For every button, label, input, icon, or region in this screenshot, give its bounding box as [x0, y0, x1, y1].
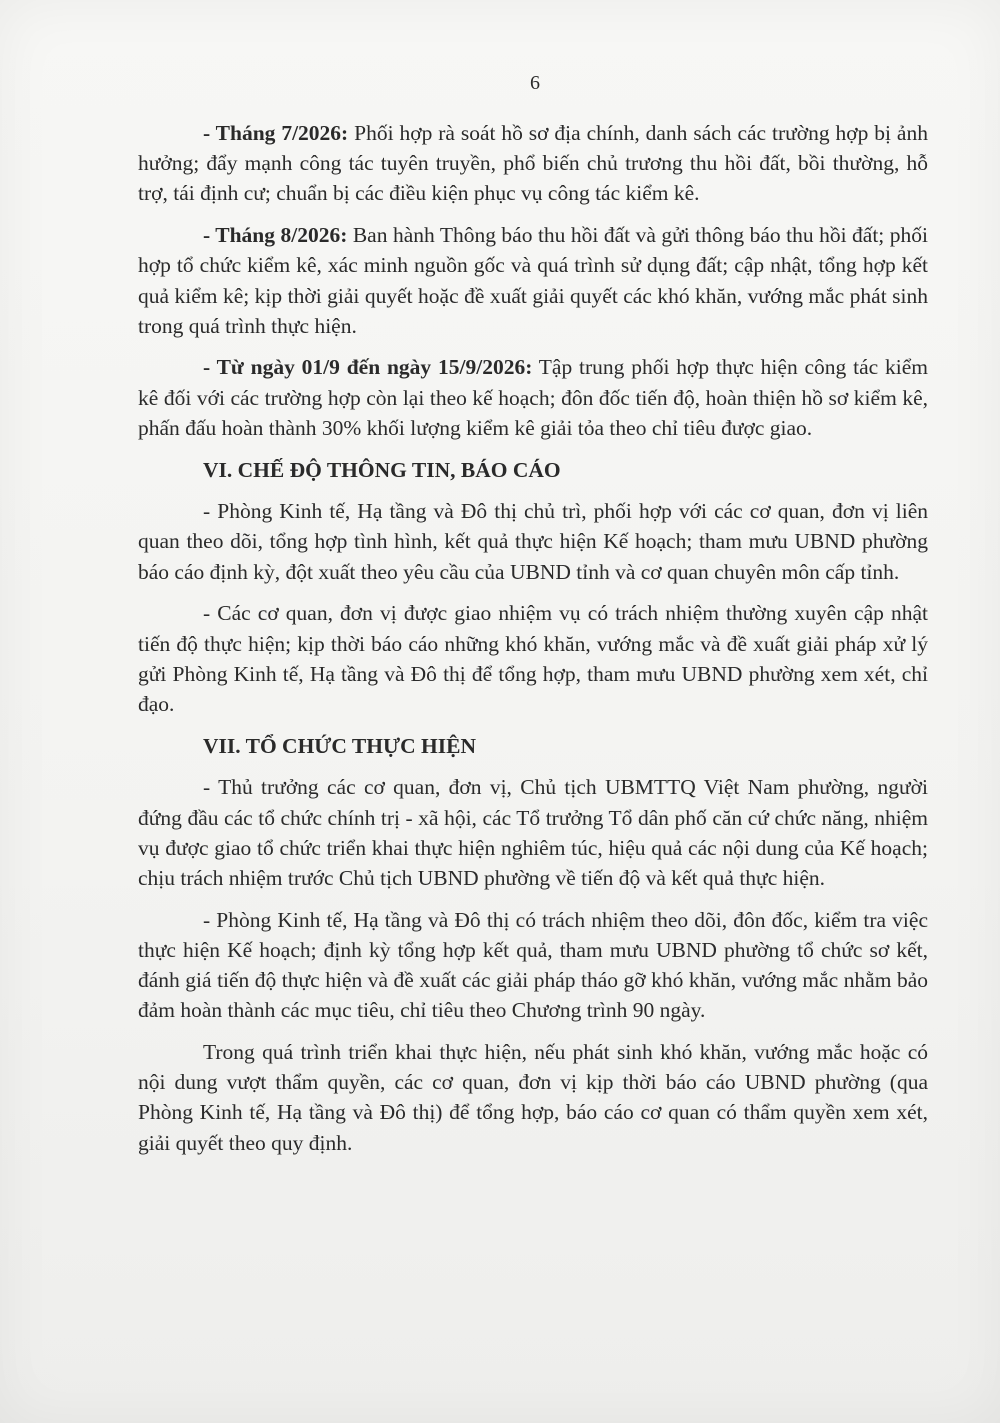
schedule-item-september: [138, 352, 928, 443]
schedule-item-label: - Tháng 7/2026:: [203, 121, 349, 145]
schedule-item-label: - Từ ngày 01/9 đến ngày 15/9/2026:: [203, 355, 533, 380]
reporting-paragraph-2: - Các cơ quan, đơn vị được giao nhiệm vụ có trách nhiệm thường xuyên cập nhật tiến độ thực hiện; kịp thời báo cáo những khó khăn, vướng mắc và đề xuất giải pháp xử lý gửi Phòng Kinh tế, Hạ tầng và Đô thị để tổng hợp, tham mưu UBND phường xem xét, chỉ đạo.: [138, 601, 928, 716]
schedule-item-text: Ban hành Thông báo thu hồi đất và gửi thông báo thu hồi đất; phối hợp tổ chức kiểm kê, xác minh nguồn gốc và quá trình sử dụng đất; cập nhật, tổng hợp kết quả kiểm kê; kịp thời giải quyết hoặc đề xuất giải quyết các khó khăn, vướng mắc phát sinh trong quá trình thực hiện.: [138, 223, 928, 338]
reporting-paragraph-1: - Phòng Kinh tế, Hạ tầng và Đô thị chủ trì, phối hợp với các cơ quan, đơn vị liên quan theo dõi, tổng hợp tình hình, kết quả thực hiện Kế hoạch; tham mưu UBND phường báo cáo định kỳ, đột xuất theo yêu cầu của UBND tỉnh và cơ quan chuyên môn cấp tỉnh.: [138, 499, 928, 584]
schedule-item-text: Tập trung phối hợp thực hiện công tác kiểm kê đối với các trường hợp còn lại theo kế hoạch; đôn đốc tiến độ, hoàn thiện hồ sơ kiểm kê, phấn đấu hoàn thành 30% khối lượng kiểm kê giải tỏa theo chỉ tiêu được giao.: [138, 355, 928, 440]
implementation-paragraph-1: - Thủ trưởng các cơ quan, đơn vị, Chủ tịch UBMTTQ Việt Nam phường, người đứng đầu các tổ chức chính trị - xã hội, các Tổ trưởng Tổ dân phố căn cứ chức năng, nhiệm vụ được giao tổ chức triển khai thực hiện nghiêm túc, hiệu quả các nội dung của Kế hoạch; chịu trách nhiệm trước Chủ tịch UBND phường về tiến độ và kết quả thực hiện.: [138, 775, 928, 890]
schedule-item-july: [138, 118, 928, 209]
document-body: [138, 118, 928, 1169]
section-heading-implementation: VII. TỔ CHỨC THỰC HIỆN: [203, 733, 476, 758]
implementation-paragraph-2: - Phòng Kinh tế, Hạ tầng và Đô thị có trách nhiệm theo dõi, đôn đốc, kiểm tra việc thực hiện Kế hoạch; định kỳ tổng hợp kết quả, tham mưu UBND phường tổ chức sơ kết, đánh giá tiến độ thực hiện và đề xuất các giải pháp tháo gỡ khó khăn, vướng mắc nhằm bảo đảm hoàn thành các mục tiêu, chỉ tiêu theo Chương trình 90 ngày.: [138, 907, 928, 1023]
schedule-item-text: Phối hợp rà soát hồ sơ địa chính, danh sách các trường hợp bị ảnh hưởng; đẩy mạnh công tác tuyên truyền, phổ biến chủ trương thu hồi đất, bồi thường, hỗ trợ, tái định cư; chuẩn bị các điều kiện phục vụ công tác kiểm kê.: [138, 121, 928, 206]
schedule-item-label: - Tháng 8/2026:: [203, 223, 348, 248]
page-number: 6: [530, 72, 540, 94]
schedule-item-august: [138, 220, 928, 341]
section-heading-reporting: VI. CHẾ ĐỘ THÔNG TIN, BÁO CÁO: [203, 457, 561, 482]
implementation-paragraph-3: Trong quá trình triển khai thực hiện, nếu phát sinh khó khăn, vướng mắc hoặc có nội dung vượt thẩm quyền, các cơ quan, đơn vị kịp thời báo cáo UBND phường (qua Phòng Kinh tế, Hạ tầng và Đô thị) để tổng hợp, báo cáo cơ quan có thẩm quyền xem xét, giải quyết theo quy định.: [138, 1039, 928, 1155]
